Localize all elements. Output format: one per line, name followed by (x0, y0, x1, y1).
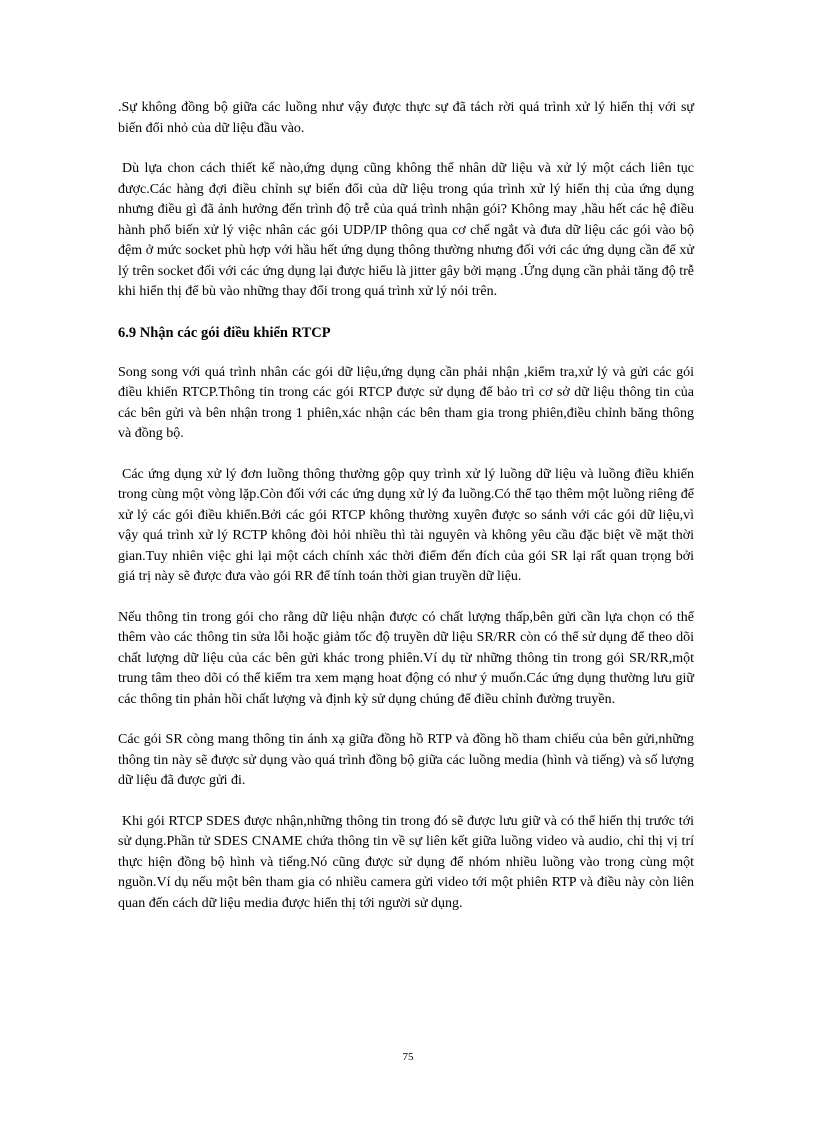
paragraph: .Sự không đồng bộ giữa các luồng như vậy được thực sự đã tách rời quá trình xử lý hiển thị với sự biến đổi nhỏ của dữ liệu đầu vào. (118, 100, 694, 136)
document-page (118, 98, 694, 934)
paragraph: Các ứng dụng xử lý đơn luồng thông thường gộp quy trình xử lý luồng dữ liệu và luồng điều khiển trong cùng một vòng lặp.Còn đối với các ứng dụng xử lý đa luồng.Có thể tạo thêm một luồng riêng để xử lý các gói điều khiển.Bởi các gói RTCP không thường xuyên được so sánh với các gói dữ liệu,vì vậy quá trình xử lý RCTP không đòi hỏi nhiều thì tài nguyên và không yêu cầu đặc biệt về mặt thời gian.Tuy nhiên việc ghi lại một cách chính xác thời điểm đến đích của gói SR lại rất quan trọng bởi giá trị này sẽ được đưa vào gói RR để tính toán thời gian truyền dữ liệu. (118, 466, 694, 584)
paragraph: Các gói SR còng mang thông tin ánh xạ giữa đồng hồ RTP và đồng hồ tham chiếu của bên gửi,những thông tin này sẽ được sử dụng vào quá trình đồng bộ giữa các luồng media (hình và tiếng) và số lượng dữ liệu đã được gửi đi. (118, 732, 694, 788)
paragraph: Nếu thông tin trong gói cho rằng dữ liệu nhận được có chất lượng thấp,bên gửi cần lựa chọn có thể thêm vào các thông tin sửa lỗi hoặc giảm tốc độ truyền dữ liệu SR/RR còn có thể sử dụng để theo dõi chất lượng dữ liệu của các bên gửi khác trong phiên.Ví dụ từ những thông tin trong gói SR/RR,một trung tâm theo dõi có thể kiểm tra xem mạng hoat động có như ý muốn.Các ứng dụng thường lưu giữ các thông tin phản hồi chất lượng và định kỳ sử dụng chúng để điều chỉnh đường truyền. (118, 609, 694, 707)
paragraph: Dù lựa chon cách thiết kế nào,ứng dụng cũng không thể nhân dữ liệu và xử lý một cách liên tục được.Các hàng đợi điều chỉnh sự biến đổi của dữ liệu trong qúa trình xử lý hiển thị của ứng dụng nhưng điều gì đã ảnh hưởng đến trình độ trễ của quá trình nhận gói? Không may ,hầu hết các hệ điều hành phổ biến xử lý việc nhân các gói UDP/IP thông qua cơ chế ngắt và đưa dữ liệu các gói vào bộ đệm ở mức socket phù hợp với hầu hết ứng dụng thông thường nhưng đối với các ứng dụng cần để xử lý trên socket đối với các ứng dụng lại được hiểu là jitter gây bởi mạng .Ứng dụng cần phải tăng độ trễ khi hiển thị để bù vào những thay đổi trong quá trình xử lý nói trên. (118, 161, 694, 299)
page-number: 75 (402, 1051, 414, 1063)
section-heading: 6.9 Nhận các gói điều khiển RTCP (118, 324, 331, 341)
paragraph: Khi gói RTCP SDES được nhận,những thông tin trong đó sẽ được lưu giữ và có thể hiển thị trước tới sử dụng.Phần tử SDES CNAME chứa thông tin về sự liên kết giữa luồng video và audio, chỉ thị vị trí thực hiện đồng bộ hình và tiếng.Nó cũng được sử dụng để nhóm nhiều luồng vào trong cùng một nguồn.Ví dụ nếu một bên tham gia có nhiều camera gửi video tới một phiên RTP và điều này còn liên quan đến cách dữ liệu media được hiển thị tới người sử dụng. (118, 813, 694, 911)
paragraph: Song song với quá trình nhân các gói dữ liệu,ứng dụng cần phải nhận ,kiểm tra,xử lý và gửi các gói điều khiển RTCP.Thông tin trong các gói RTCP được sử dụng để bảo trì cơ sở dữ liệu thông tin của các bên gửi và bên nhận trong 1 phiên,xác nhận các bên tham gia trong phiên,điều chỉnh băng thông và đồng bộ. (118, 364, 694, 441)
